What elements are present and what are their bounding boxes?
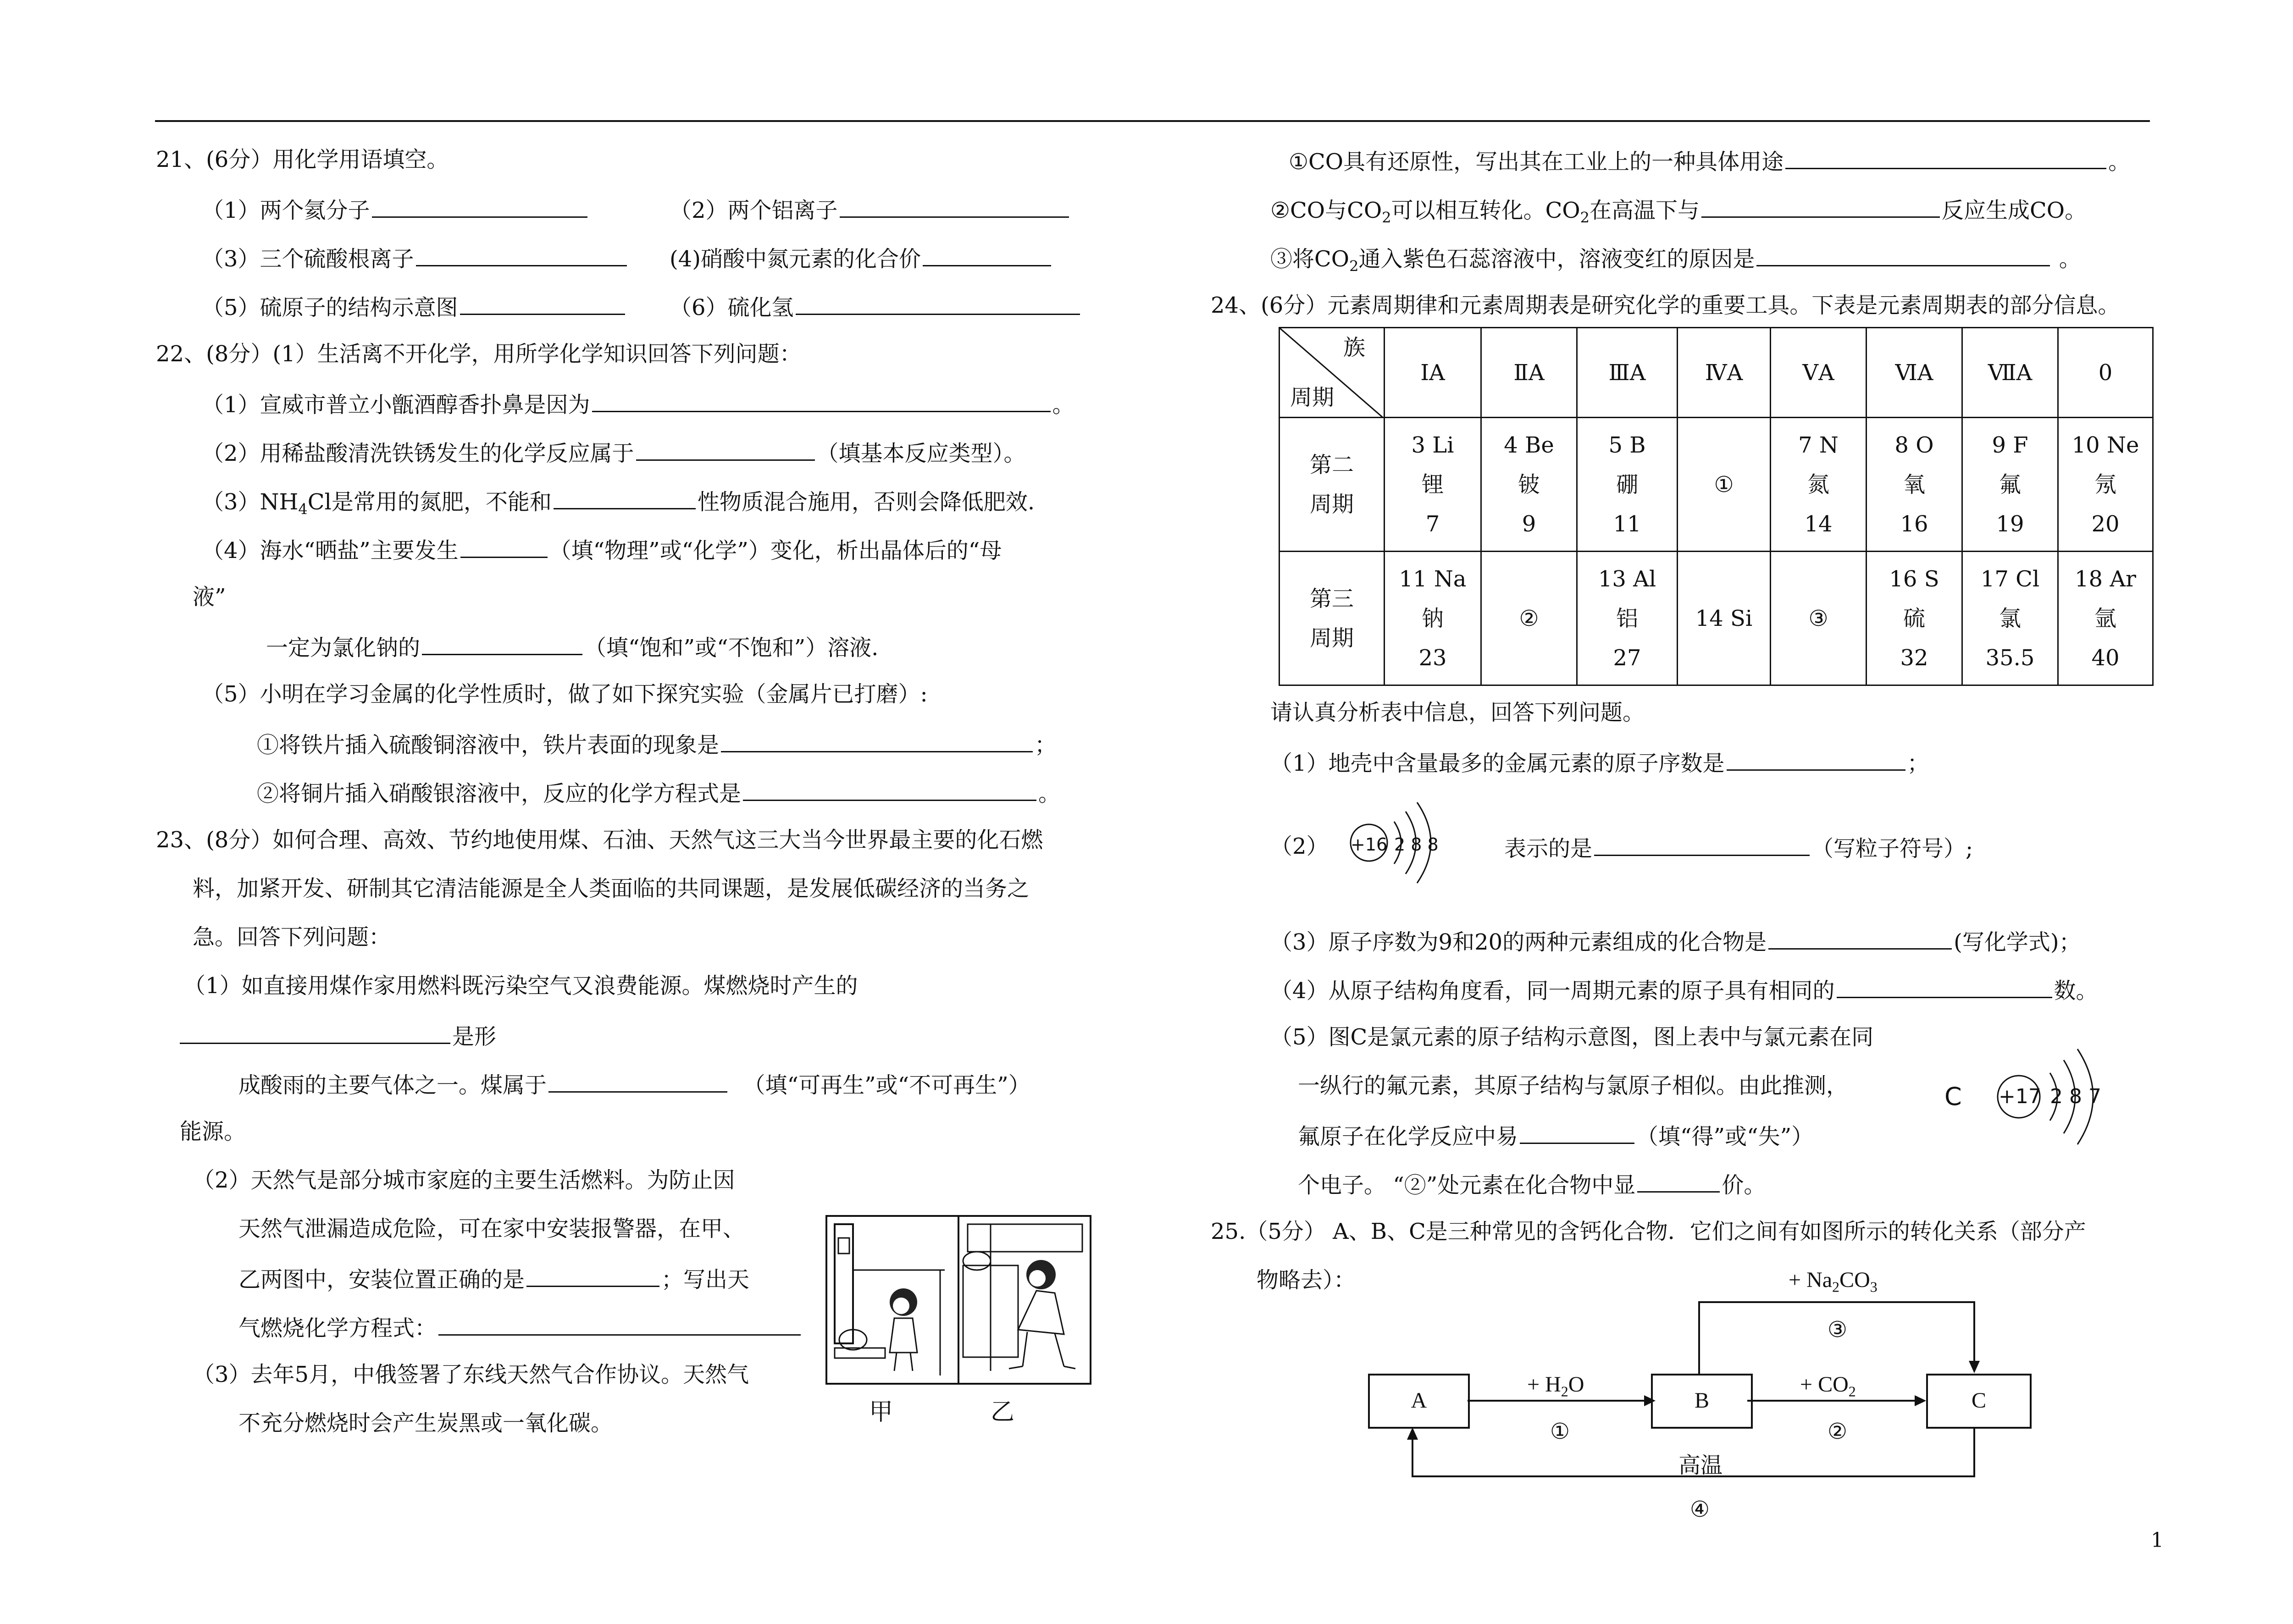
answer-blank[interactable]	[721, 729, 1033, 752]
step-4-label: ④	[1690, 1497, 1710, 1522]
q22-item-5: （5）小明在学习金属的化学性质时，做了如下探究实验（金属片已打磨）:	[202, 681, 928, 707]
answer-blank[interactable]	[1701, 194, 1940, 218]
page-number: 1	[2151, 1529, 2164, 1552]
answer-blank[interactable]	[180, 1021, 450, 1044]
period-label: 第二 周期	[1279, 418, 1385, 552]
q23-heading: 23、(8分）如何合理、高效、节约地使用煤、石油、天然气这三大当今世界最主要的化石燃	[156, 827, 1043, 853]
element-cell: 7 N 氮 14	[1771, 418, 1867, 552]
group-header: ⅤA	[1771, 328, 1867, 418]
answer-blank[interactable]	[1785, 146, 2106, 169]
element-cell: 4 Be 铍 9	[1481, 418, 1577, 552]
answer-blank[interactable]	[1594, 833, 1810, 856]
q21-heading: 21、(6分）用化学用语填空。	[156, 147, 449, 172]
element-cell: ①	[1678, 418, 1771, 552]
q22-item-2: （2）用稀盐酸清洗铁锈发生的化学反应属于	[202, 441, 634, 466]
element-cell: 11 Na 钠 23	[1385, 552, 1481, 685]
group-header: ⅥA	[1867, 328, 1962, 418]
group-header: ⅠA	[1385, 328, 1481, 418]
label-co2: + $CO_2$	[1800, 1372, 1856, 1400]
q22-item-1: （1）宣威市普立小甑酒醇香扑鼻是因为	[202, 392, 590, 418]
q23-item-3: （3）去年5月，中俄签署了东线天然气合作协议。天然气	[193, 1362, 749, 1387]
element-cell: 13 Al 铝 27	[1577, 552, 1678, 685]
answer-blank[interactable]	[796, 292, 1080, 315]
answer-blank[interactable]	[554, 486, 696, 509]
node-a: A	[1368, 1374, 1470, 1429]
answer-blank[interactable]	[422, 632, 582, 655]
answer-blank[interactable]	[840, 194, 1069, 218]
nucleus-label: +16	[1351, 834, 1388, 855]
gas-alarm-figure	[825, 1215, 1091, 1385]
q21-item-5: （5）硫原子的结构示意图	[202, 295, 458, 320]
answer-blank[interactable]	[416, 243, 627, 266]
element-cell: ②	[1481, 552, 1577, 685]
figure-label-yi: 乙	[991, 1398, 1015, 1426]
answer-blank[interactable]	[743, 778, 1036, 801]
answer-blank[interactable]	[548, 1069, 727, 1093]
periodic-table	[1279, 327, 2154, 686]
answer-blank[interactable]	[923, 243, 1051, 266]
answer-blank[interactable]	[526, 1264, 659, 1287]
answer-blank[interactable]	[460, 292, 625, 315]
period-label: 第三 周期	[1279, 552, 1385, 685]
group-header: ⅣA	[1678, 328, 1771, 418]
element-cell: 9 F 氟 19	[1962, 418, 2058, 552]
answer-blank[interactable]	[1727, 747, 1905, 771]
figure-c-label: C	[1944, 1082, 1962, 1111]
q21-item-2: （2）两个铝离子	[670, 198, 838, 223]
answer-blank[interactable]	[592, 389, 1051, 412]
element-cell: 10 Ne 氖 20	[2058, 418, 2153, 552]
element-cell: 17 Cl 氯 35.5	[1962, 552, 2058, 685]
figure-label-jia: 甲	[869, 1398, 893, 1426]
answer-blank[interactable]	[636, 437, 815, 461]
label-h2o: + $H_2O$	[1527, 1372, 1584, 1400]
answer-blank[interactable]	[1520, 1121, 1634, 1144]
label-na2co3: + $Na_2CO_3$	[1789, 1268, 1878, 1295]
step-2-label: ②	[1828, 1419, 1848, 1444]
q23-item-1: （1）如直接用煤作家用燃料既污染空气又浪费能源。煤燃烧时产生的	[183, 973, 858, 999]
chlorine-nucleus: +17	[1999, 1085, 2041, 1108]
q24-heading: 24、(6分）元素周期律和元素周期表是研究化学的重要工具。下表是元素周期表的部分信息。	[1211, 293, 2120, 318]
node-b: B	[1651, 1374, 1753, 1429]
q25-heading: 25.（5分） A、B、C是三种常见的含钙化合物．它们之间有如图所示的转化关系（部分产	[1211, 1219, 2086, 1244]
element-cell: 18 Ar 氩 40	[2058, 552, 2153, 685]
element-cell: 8 O 氧 16	[1867, 418, 1962, 552]
answer-blank[interactable]	[460, 535, 548, 558]
answer-blank[interactable]	[1768, 926, 1952, 950]
step-1-label: ①	[1550, 1419, 1570, 1444]
element-cell: ③	[1771, 552, 1867, 685]
q21-item-1: （1）两个氦分子	[202, 198, 370, 223]
header-rule	[155, 120, 2150, 122]
q23-item-2: （2）天然气是部分城市家庭的主要生活燃料。为防止因	[193, 1167, 735, 1193]
element-cell: 3 Li 锂 7	[1385, 418, 1481, 552]
element-cell: 14 Si	[1678, 552, 1771, 685]
answer-blank[interactable]	[1837, 975, 2052, 998]
answer-blank[interactable]	[372, 194, 587, 218]
q22-item-3: （3）NH	[202, 489, 299, 515]
chlorine-shells: 2 8 7	[2050, 1085, 2101, 1108]
table-corner-cell: 族 周期	[1279, 328, 1385, 418]
q22-heading: 22、(8分）(1）生活离不开化学，用所学化学知识回答下列问题：	[156, 341, 802, 367]
element-cell: 16 S 硫 32	[1867, 552, 1962, 685]
element-cell: 5 B 硼 11	[1577, 418, 1678, 552]
step-3-label: ③	[1828, 1317, 1848, 1342]
answer-blank[interactable]	[1756, 243, 2050, 266]
q21-item-4: (4)硝酸中氮元素的化合价	[670, 246, 921, 272]
answer-blank[interactable]	[438, 1312, 801, 1336]
group-header: ⅡA	[1481, 328, 1577, 418]
q22-item-4: （4）海水“晒盐”主要发生	[202, 538, 459, 563]
q21-item-3: （3）三个硫酸根离子	[202, 246, 414, 272]
group-header: ⅦA	[1962, 328, 2058, 418]
group-header: ⅢA	[1577, 328, 1678, 418]
q21-item-6: （6）硫化氢	[670, 295, 794, 320]
node-c: C	[1926, 1374, 2032, 1429]
shell-electrons: 2 8 8	[1394, 834, 1439, 855]
label-high-temp: 高温	[1678, 1453, 1723, 1478]
answer-blank[interactable]	[1637, 1169, 1720, 1193]
group-header: 0	[2058, 328, 2153, 418]
